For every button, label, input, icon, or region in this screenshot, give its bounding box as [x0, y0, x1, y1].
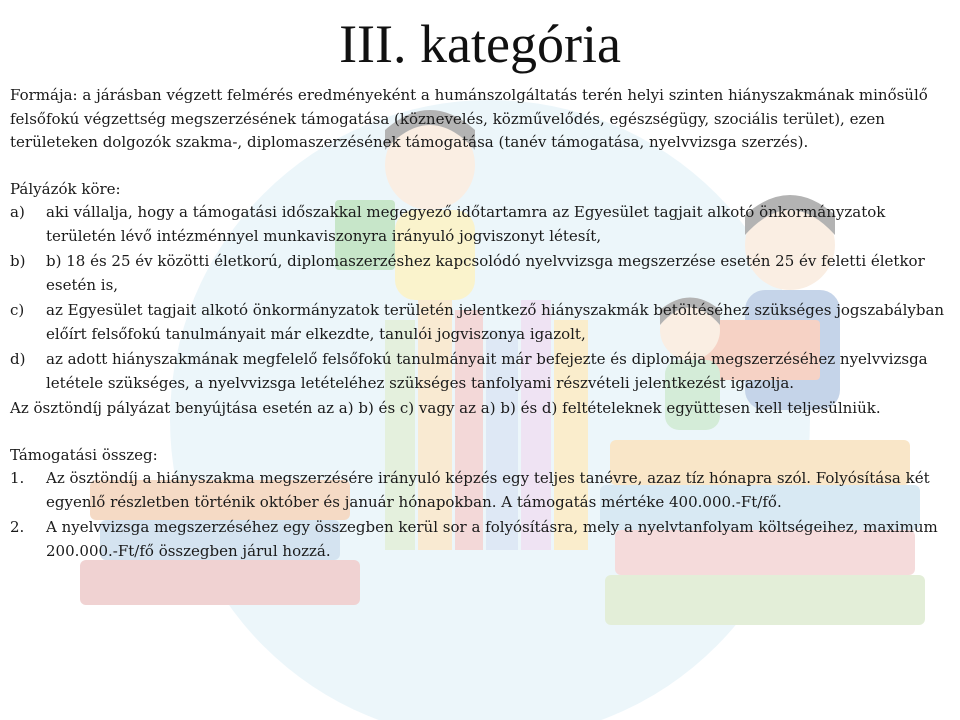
list-item — [10, 201, 945, 248]
list-marker: c) — [10, 301, 25, 319]
slide-title: III. kategória — [339, 14, 621, 74]
list-marker: b) — [10, 252, 26, 270]
list-marker: a) — [10, 203, 25, 221]
applicants-list — [10, 201, 945, 395]
list-item-text: A nyelvvizsga megszerzéséhez egy összegben kerül sor a folyósításra, mely a nyelvtanfolyam költségeihez, maximum 200.000.-Ft/fő összegben járul hozzá. — [46, 518, 938, 560]
list-marker: d) — [10, 350, 26, 368]
list-marker: 1. — [10, 469, 25, 487]
list-item-text: Az ösztöndíj a hiányszakma megszerzésére irányuló képzés egy teljes tanévre, azaz tíz hónapra szól. Folyósítása két egyenlő részletben történik október és január hónapokban. A támogatás mértéke 400.000.-Ft/fő. — [46, 469, 930, 511]
list-item — [10, 250, 945, 297]
support-list — [10, 467, 945, 563]
list-marker: 2. — [10, 518, 25, 536]
list-item — [10, 348, 945, 395]
intro-paragraph: Formája: a járásban végzett felmérés eredményeként a humánszolgáltatás terén helyi szinten hiányszakmának minősülő felsőfokú végzettség megszerzésének támogatása (köznevelés, közművelődés, egészségügy, szociális terület), ezen területeken dolgozók szakma-, diplomaszerzésének támogatása (tanév támogatása, nyelvvizsga szerzés). — [10, 86, 928, 151]
list-item-text: b) 18 és 25 év közötti életkorú, diplomaszerzéshez kapcsolódó nyelvvizsga megszerzése esetén 25 év feletti életkor esetén is, — [46, 252, 925, 294]
spacer — [10, 421, 945, 444]
list-item-text: az adott hiányszakmának megfelelő felsőfokú tanulmányait már befejezte és diplomája megszerzéséhez nyelvvizsga letétele szükséges, a nyelvvizsga letételéhez szükséges tanfolyami részvételi jelentkezést igazolja. — [46, 350, 928, 392]
support-heading: Támogatási összeg: — [10, 445, 158, 464]
list-item-text: az Egyesület tagjait alkotó önkormányzatok területén jelentkező hiányszakmák betöltéséhez szükséges jogszabályban előírt felsőfokú tanulmányait már elkezdte, tanulói jogviszonya igazolt, — [46, 301, 945, 343]
applicants-conclusion: Az ösztöndíj pályázat benyújtása esetén az a) b) és c) vagy az a) b) és d) feltételeknek együttesen kell teljesülniük. — [10, 399, 881, 417]
applicants-heading: Pályázók köre: — [10, 179, 121, 198]
list-item — [10, 467, 945, 514]
list-item — [10, 516, 945, 563]
spacer — [10, 155, 945, 178]
list-item-text: aki vállalja, hogy a támogatási időszakkal megegyező időtartamra az Egyesület tagjait alkotó önkormányzatok területén lévő intézménnyel munkaviszonyra irányuló jogviszonyt létesít, — [46, 203, 886, 245]
slide-content — [10, 84, 945, 565]
list-item — [10, 299, 945, 346]
